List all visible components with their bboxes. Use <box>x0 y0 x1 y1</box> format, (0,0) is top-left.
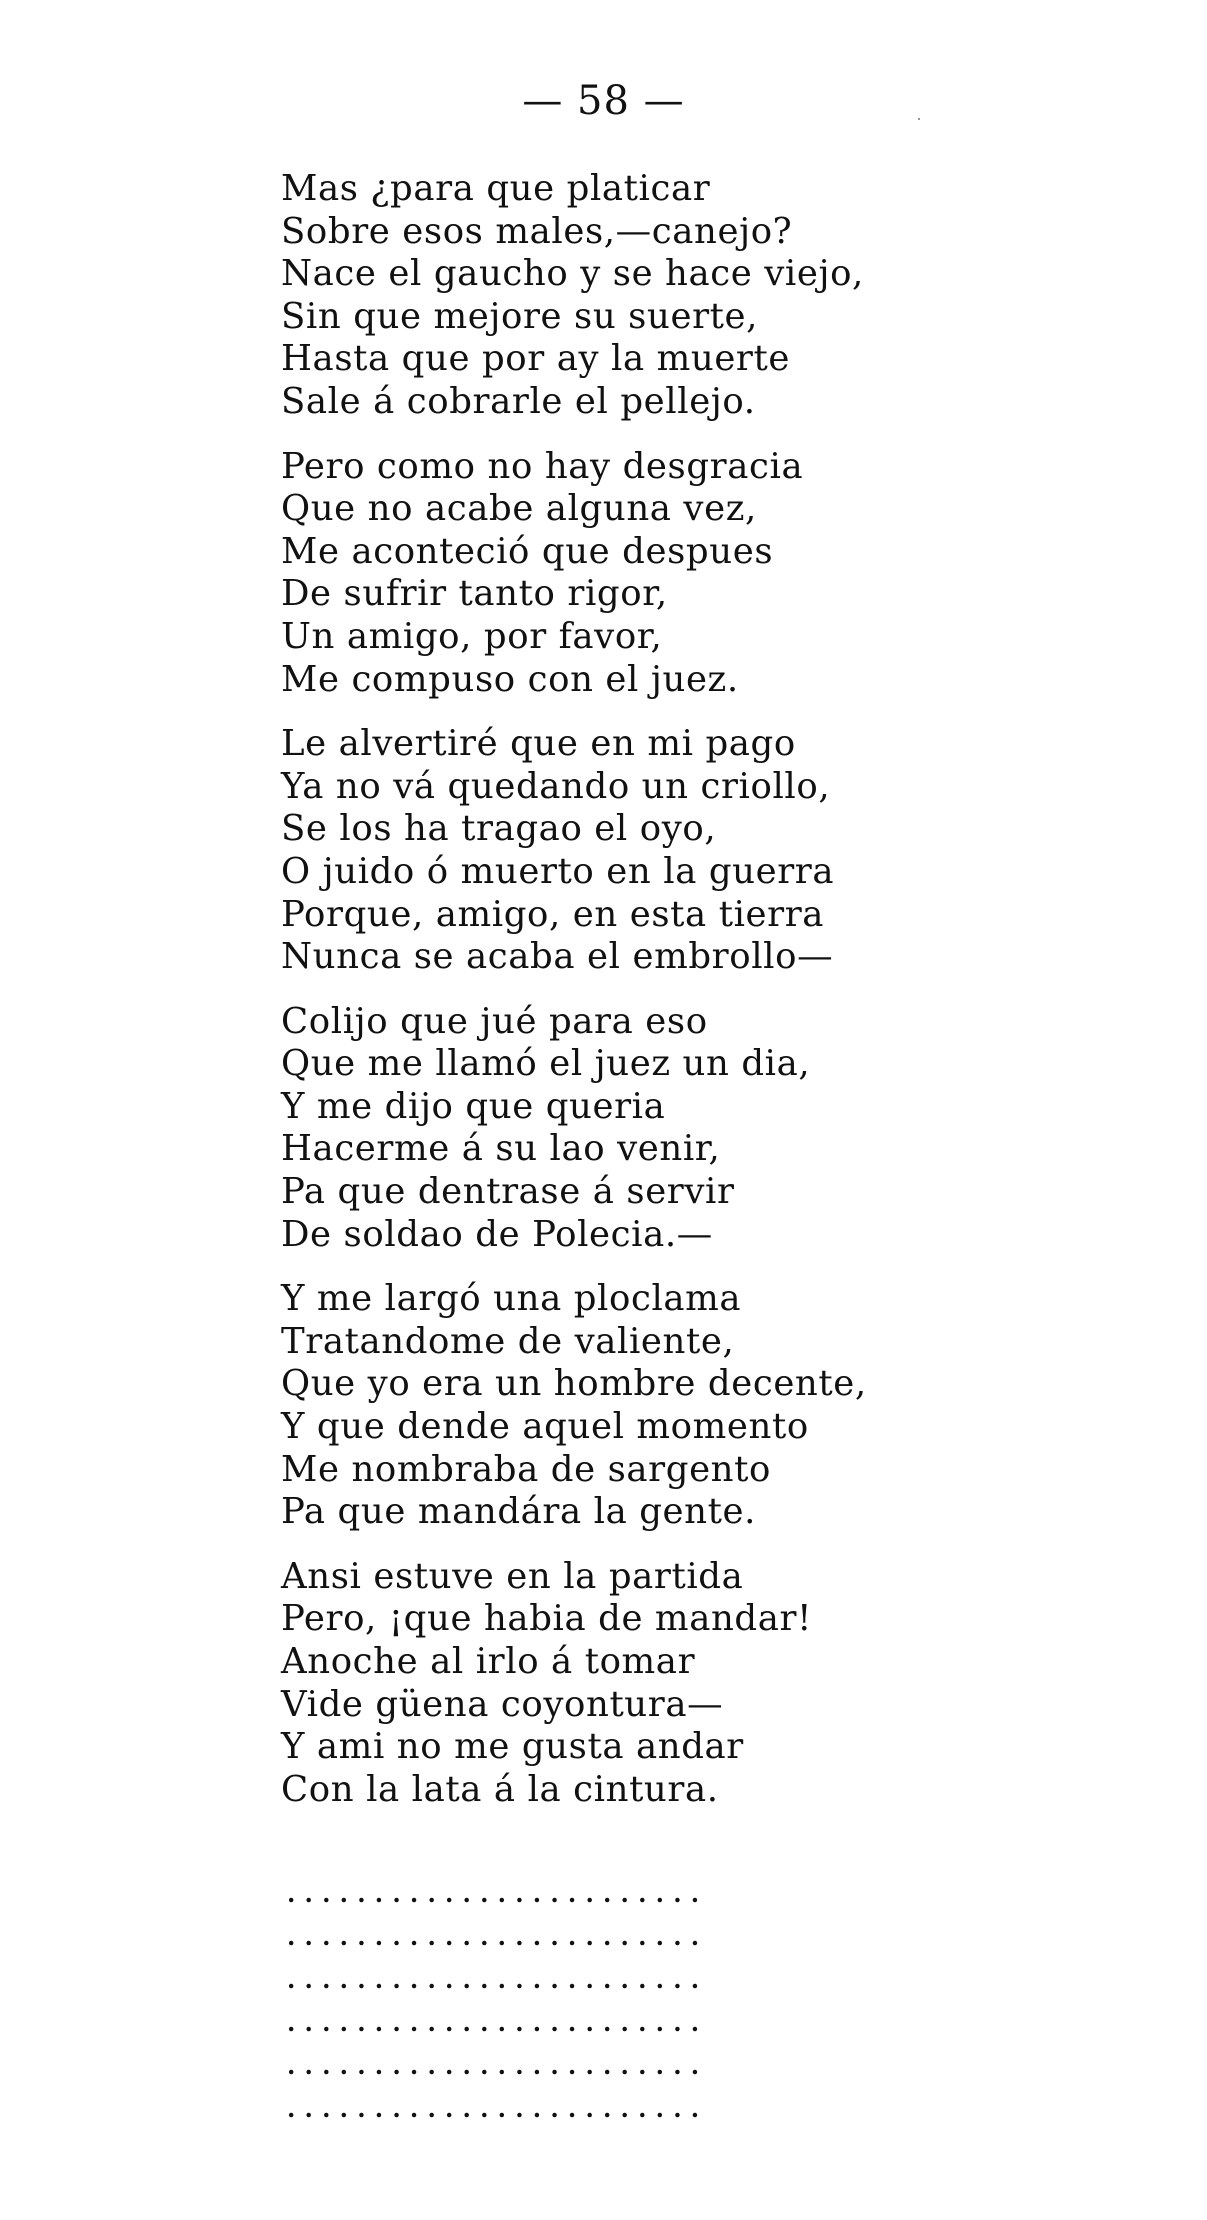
dot-leader-row: ........................ <box>287 1922 709 1951</box>
verse-line: Pa que dentrase á servir <box>281 1171 735 1213</box>
stanza-4 <box>281 1001 1151 1257</box>
verse-line: Sin que mejore su suerte, <box>281 295 759 337</box>
verse-line: Con la lata á la cintura. <box>281 1768 719 1810</box>
verse-line: Pero como no hay desgracia <box>281 445 804 487</box>
verse-line: Tratandome de valiente, <box>281 1320 735 1362</box>
verse-line: Anoche al irlo á tomar <box>281 1641 696 1682</box>
verse-line: Me compuso con el juez. <box>281 658 739 700</box>
verse-line: Mas ¿para que platicar <box>281 168 711 209</box>
verse-line: Y que dende aquel momento <box>281 1406 809 1448</box>
verse-line: Pa que mandára la gente. <box>281 1491 756 1533</box>
verse-line: Me aconteció que despues <box>281 530 774 572</box>
verse-line: Me nombraba de sargento <box>281 1448 771 1490</box>
stanza-5 <box>281 1278 1151 1534</box>
verse-line: Pero, ¡que habia de mandar! <box>281 1598 812 1640</box>
verse-line: Hasta que por ay la muerte <box>281 338 790 380</box>
verse-line: Y ami no me gusta andar <box>281 1726 744 1768</box>
verse-line: Porque, amigo, en esta tierra <box>281 893 825 935</box>
stanza-1 <box>281 168 1151 424</box>
verse-line: Un amigo, por favor, <box>281 615 663 657</box>
verse-line: Que yo era un hombre decente, <box>281 1363 867 1405</box>
stanza-3 <box>281 723 1151 979</box>
verse-line: Le alvertiré que en mi pago <box>281 723 796 765</box>
verse-line: Vide güena coyontura— <box>281 1683 724 1725</box>
dot-leader-row: ........................ <box>287 1965 709 1994</box>
verse-line: Y me largó una ploclama <box>281 1278 742 1320</box>
dot-leader-row: ........................ <box>287 2008 709 2037</box>
verse-line: Se los ha tragao el oyo, <box>281 808 717 850</box>
stanza-6 <box>281 1556 1151 1812</box>
verse-line: Ya no vá quedando un criollo, <box>281 765 831 807</box>
verse-line: Ansi estuve en la partida <box>281 1555 744 1597</box>
verse-line: Hacerme á su lao venir, <box>281 1128 721 1170</box>
verse-line: Nace el gaucho y se hace viejo, <box>281 253 864 295</box>
verse-line: Colijo que jué para eso <box>281 1000 708 1042</box>
verse-line: Y me dijo que queria <box>281 1085 666 1127</box>
verse-line: Que me llamó el juez un dia, <box>281 1043 811 1085</box>
stanza-2 <box>281 446 1151 702</box>
verse-line: De sufrir tanto rigor, <box>281 573 668 615</box>
verse-line: De soldao de Polecia.— <box>281 1213 713 1255</box>
verse-line: Sobre esos males,—canejo? <box>281 210 793 252</box>
page-number: — 58 — <box>522 78 685 124</box>
dot-leader-row: ........................ <box>287 1879 709 1908</box>
poem <box>281 168 1151 1833</box>
verse-line: Nunca se acaba el embrollo— <box>281 936 834 978</box>
print-speck <box>918 118 920 120</box>
dot-leader-row: ........................ <box>287 2094 709 2123</box>
omitted-verses-dots <box>287 1872 1007 2130</box>
verse-line: Que no acabe alguna vez, <box>281 488 757 530</box>
verse-line: Sale á cobrarle el pellejo. <box>281 380 756 422</box>
dot-leader-row: ........................ <box>287 2051 709 2080</box>
verse-line: O juido ó muerto en la guerra <box>281 850 835 892</box>
